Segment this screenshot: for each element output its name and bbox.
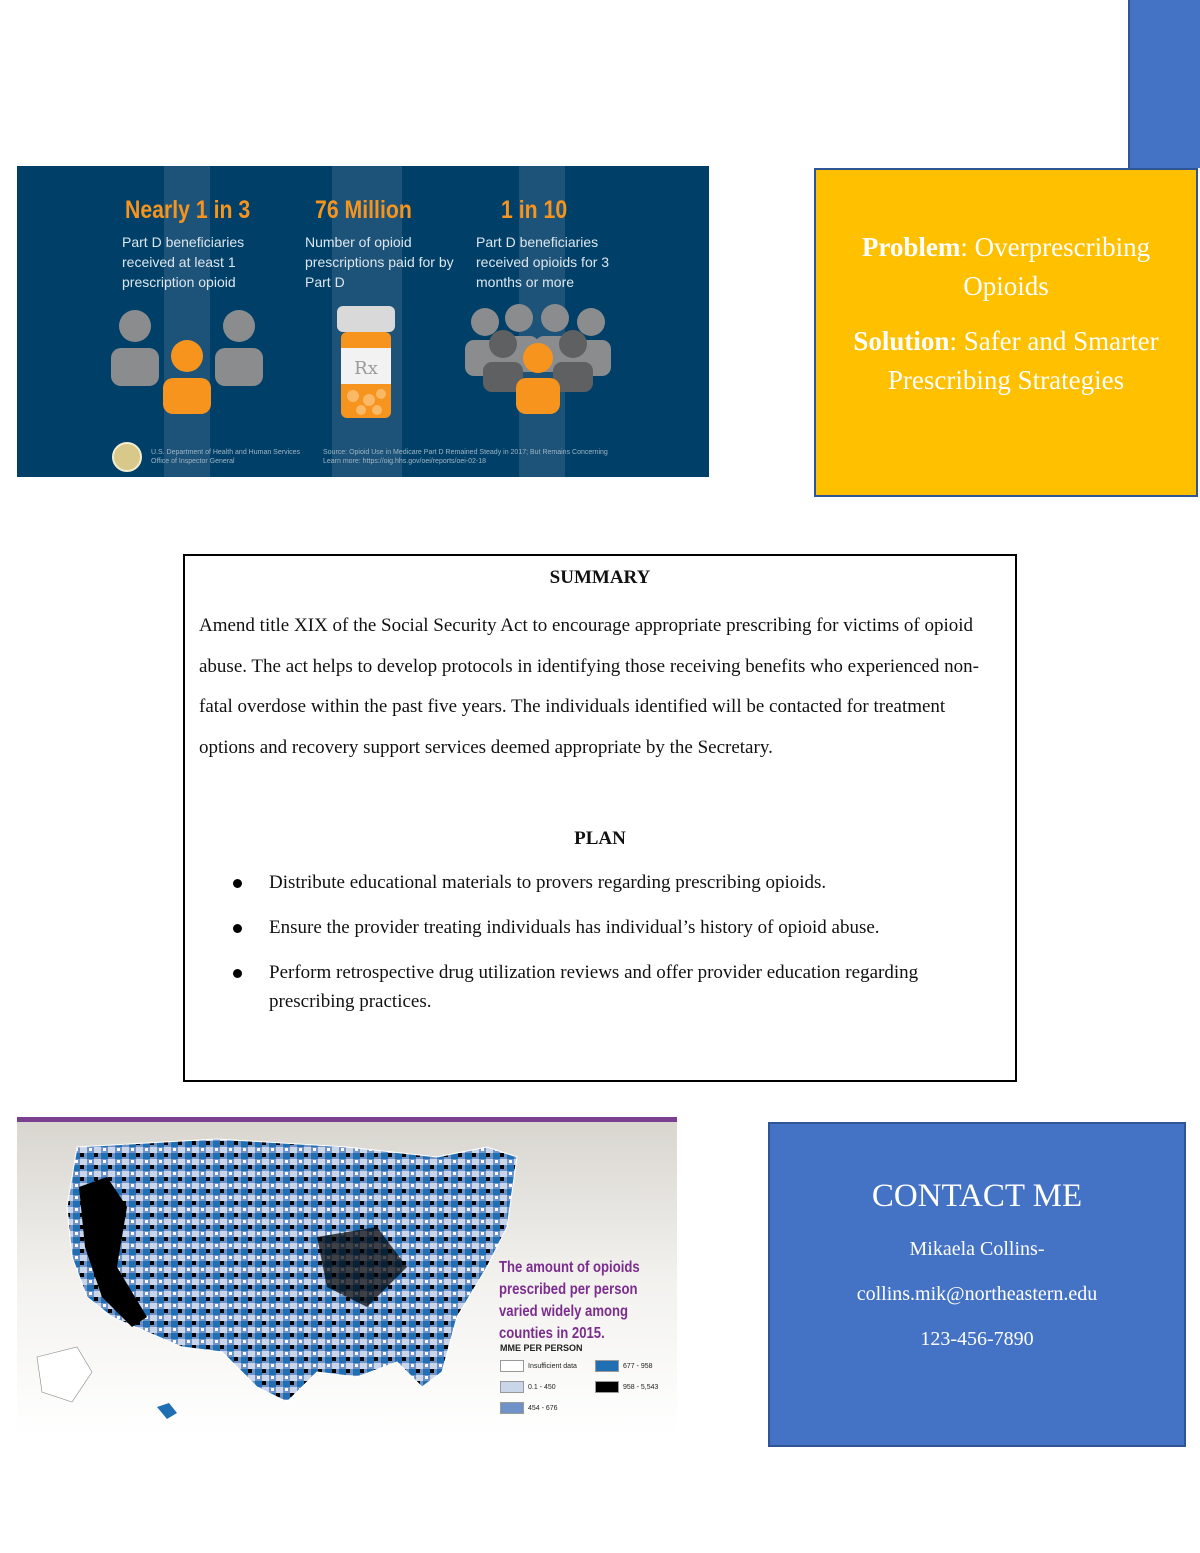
infographic-footer-left: [151, 448, 300, 466]
bullet-icon: [233, 924, 242, 933]
plan-item-text: Perform retrospective drug utilization reviews and offer provider education regarding prescribing practices.: [269, 962, 919, 1012]
legend-item: [595, 1360, 653, 1372]
problem-statement: [816, 228, 1196, 306]
solution-statement: [816, 322, 1196, 400]
bullet-icon: [233, 879, 242, 888]
legend-swatch: [500, 1360, 524, 1372]
plan-heading: PLAN: [574, 828, 626, 849]
corner-tab: [1128, 0, 1200, 168]
people-one-in-three-icon: [107, 304, 267, 414]
plan-item: [199, 868, 999, 897]
plan-list: [199, 868, 999, 1032]
legend-label: 677 - 958: [623, 1362, 653, 1370]
legend-swatch: [595, 1381, 619, 1393]
opioid-stats-infographic: [17, 166, 709, 477]
opioid-county-map: [17, 1117, 677, 1435]
people-one-in-ten-icon: [463, 304, 613, 416]
solution-label: Solution: [853, 326, 950, 356]
contact-email[interactable]: collins.mik@northeastern.edu: [856, 1283, 1098, 1305]
map-title: The amount of opioids prescribed per person varied widely among counties in 2015.: [499, 1259, 640, 1342]
summary-text: Amend title XIX of the Social Security Act to encourage appropriate prescribing for victims of opioid abuse. The act helps to develop protocols in identifying those receiving benefits who experienced non-fatal overdose within the past five years. The individuals identified will be contacted for treatment options and recovery support services deemed appropriate by the Secretary.: [199, 615, 980, 758]
summary-heading: SUMMARY: [549, 567, 651, 588]
bullet-icon: [233, 969, 242, 978]
pill-bottle-icon: [333, 304, 399, 422]
problem-label: Problem: [861, 232, 961, 262]
plan-item: [199, 958, 999, 1016]
legend-label: 958 - 5,543: [623, 1383, 659, 1391]
legend-label: 0.1 - 450: [528, 1383, 556, 1391]
footer-line: U.S. Department of Health and Human Services: [151, 449, 301, 456]
plan-item-text: Distribute educational materials to provers regarding prescribing opioids.: [269, 872, 827, 893]
stat-text: Number of opioid prescriptions paid for by Part D: [305, 234, 454, 290]
footer-line: Office of Inspector General: [151, 458, 235, 465]
legend-item: [500, 1381, 556, 1393]
legend-item: [500, 1402, 558, 1414]
summary-box: [183, 554, 1017, 1082]
problem-text: : Overprescribing Opioids: [960, 232, 1151, 301]
legend-title: MME PER PERSON: [500, 1343, 583, 1353]
stat-headline: 1 in 10: [501, 196, 568, 224]
contact-name: Mikaela Collins-: [909, 1238, 1045, 1260]
rx-label: Rx: [354, 358, 378, 379]
plan-item-text: Ensure the provider treating individuals has individual’s history of opioid abuse.: [269, 917, 880, 938]
footer-line: Source: Opioid Use in Medicare Part D Remained Steady in 2017; But Remains Concerning: [323, 449, 608, 456]
infographic-footer-right: [323, 448, 613, 466]
stat-headline: Nearly 1 in 3: [125, 196, 251, 224]
contact-heading: CONTACT ME: [871, 1178, 1083, 1214]
solution-text: : Safer and Smarter Prescribing Strategies: [887, 326, 1159, 395]
contact-phone: 123-456-7890: [920, 1328, 1034, 1350]
legend-swatch: [500, 1402, 524, 1414]
legend-swatch: [595, 1360, 619, 1372]
stat-text: Part D beneficiaries received opioids for 3 months or more: [476, 234, 610, 290]
problem-solution-box: [814, 168, 1198, 497]
legend-item: [595, 1381, 658, 1393]
footer-line: Learn more: https://oig.hhs.gov/oei/reports/oei-02-18: [323, 458, 487, 465]
stat-text: Part D beneficiaries received at least 1 prescription opioid: [122, 234, 245, 290]
legend-item: [500, 1360, 577, 1372]
legend-swatch: [500, 1381, 524, 1393]
hhs-seal-icon: [112, 442, 142, 472]
plan-item: [199, 913, 999, 942]
contact-box: [768, 1122, 1186, 1447]
legend-label: Insufficient data: [528, 1362, 577, 1370]
stat-headline: 76 Million: [315, 196, 412, 224]
legend-label: 454 - 676: [528, 1404, 558, 1412]
